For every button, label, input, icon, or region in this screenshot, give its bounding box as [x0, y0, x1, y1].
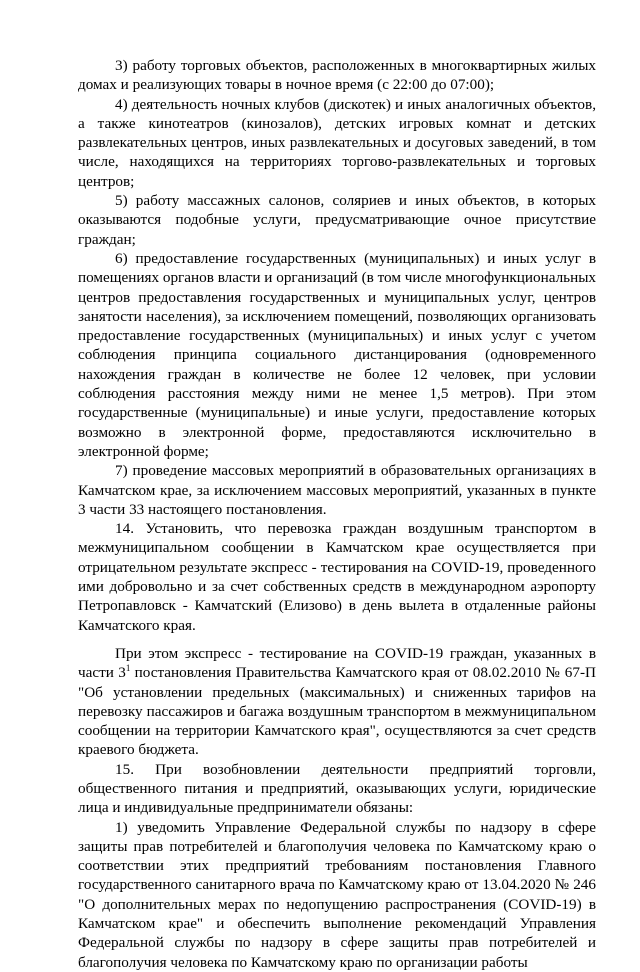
paragraph-clause-15-item-1: 1) уведомить Управление Федеральной службы по надзору в сфере защиты прав потребителей и благополучия человека по Камчатскому краю о соответствии этих предприятий требованиям постановления Главного государственного санитарного врача по Камчатскому краю от 13.04.2020 № 246 "О дополнительных мерах по недопущению распространения (COVID-19) в Камчатском крае" и обеспечить выполнение рекомендаций Управления Федеральной службы по надзору в сфере защиты прав потребителей и благополучия человека по Камчатскому краю по организации работы [78, 818, 596, 971]
text-segment: постановления Правительства Камчатского края от 08.02.2010 № 67-П "Об установлении предельных (максимальных) и сниженных тарифов на перевозку пассажиров и багажа воздушным транспортом в межмуниципальном сообщении на территории Камчатского края", осуществляются за счет средств краевого бюджета. [78, 664, 596, 759]
paragraph-testing-funding [78, 644, 596, 760]
paragraph-item-3: 3) работу торговых объектов, расположенных в многоквартирных жилых домах и реализующих товары в ночное время (с 22:00 до 07:00); [78, 57, 596, 94]
paragraph-clause-15: 15. При возобновлении деятельности предприятий торговли, общественного питания и предприятий, оказывающих услуги, юридические лица и индивидуальные предприниматели обязаны: [78, 760, 596, 817]
paragraph-item-7: 7) проведение массовых мероприятий в образовательных организациях в Камчатском крае, за исключением массовых мероприятий, указанных в пункте 3 части 33 настоящего постановления. [78, 462, 596, 518]
paragraph-item-5: 5) работу массажных салонов, соляриев и иных объектов, в которых оказываются подобные услуги, предусматривающие очное присутствие граждан; [78, 192, 596, 248]
superscript-marker: 1 [125, 663, 131, 674]
paragraph-item-4: 4) деятельность ночных клубов (дискотек) и иных аналогичных объектов, а также кинотеатров (кинозалов), детских игровых комнат и детских развлекательных центров, иных развлекательных и досуговых заведений, в том числе, находящихся на территориях торгово-развлекательных и торговых центров; [78, 95, 596, 190]
document-body [78, 56, 596, 972]
text-segment: При этом экспресс - тестирование на COVID-19 граждан, указанных в части 3 [78, 644, 596, 682]
paragraph-item-6: 6) предоставление государственных (муниципальных) и иных услуг в помещениях органов власти и организаций (в том числе многофункциональных центров предоставления государственных и муниципальных услуг, центров занятости населения), за исключением помещений, позволяющих организовать предоставление государственных (муниципальных) и иных услуг с учетом соблюдения принципа социального дистанцирования (одновременного нахождения граждан в количестве не более 12 человек, при условии соблюдения расстояния между ними не менее 1,5 метров). При этом государственные (муниципальные) и иные услуги, предоставление которых возможно в электронной форме, предоставляются исключительно в электронной форме; [78, 249, 596, 460]
paragraph-clause-14: 14. Установить, что перевозка граждан воздушным транспортом в межмуниципальном сообщении в Камчатском крае осуществляется при отрицательном результате экспресс - тестирования на COVID-19, проведенного ими добровольно и за счет собственных средств в международном аэропорту Петропавловск - Камчатский (Елизово) в день вылета в отдаленные районы Камчатского края. [78, 520, 596, 634]
